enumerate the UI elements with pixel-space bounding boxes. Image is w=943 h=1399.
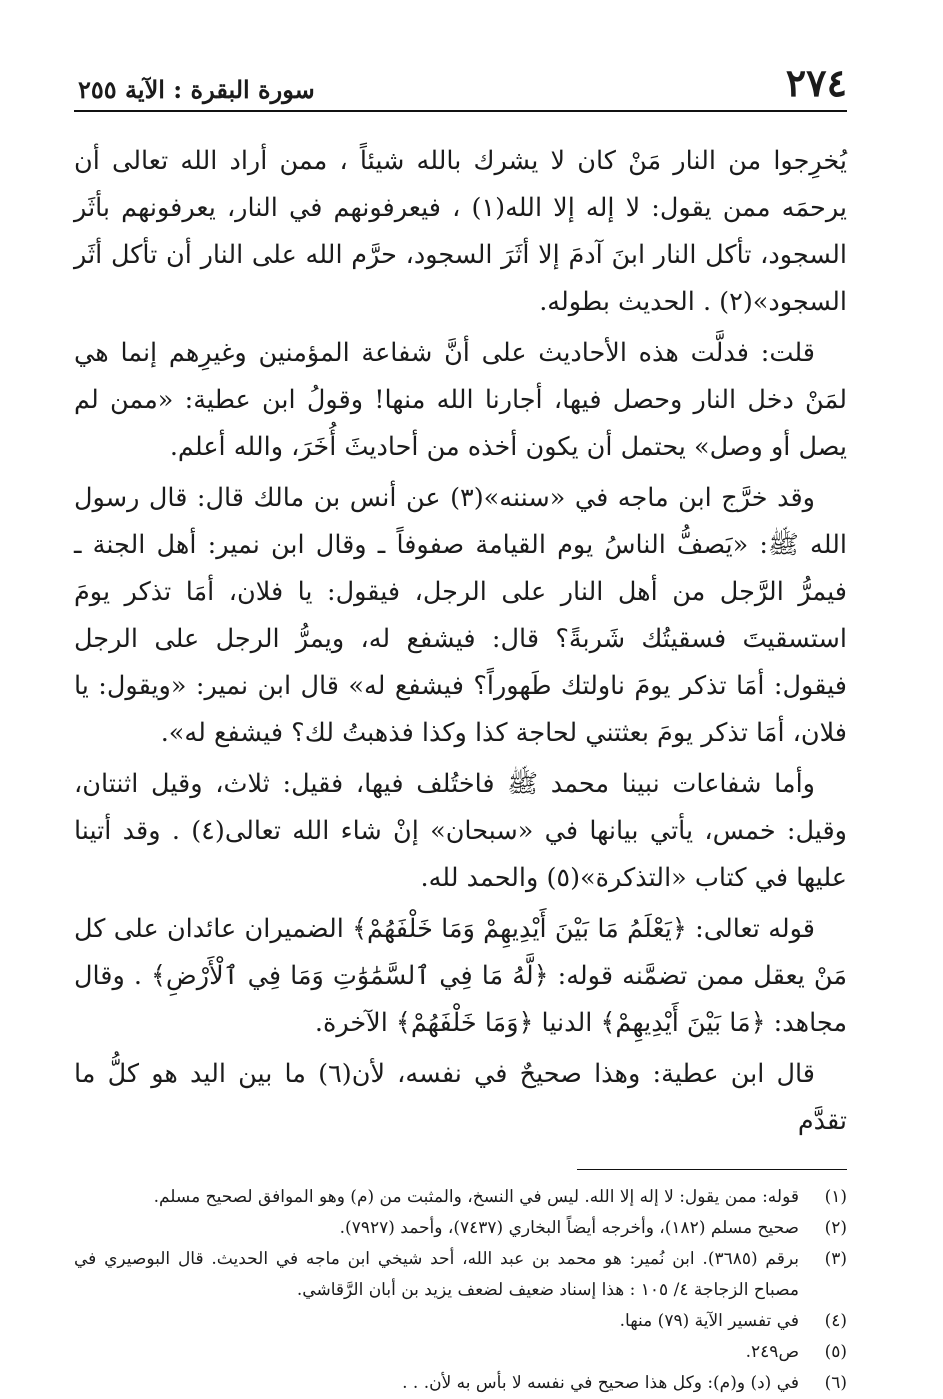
footnote xyxy=(74,1337,847,1368)
footnotes xyxy=(74,1182,847,1399)
footnote-number: (١) xyxy=(824,1187,847,1207)
footnote-number: (٣) xyxy=(824,1249,847,1269)
footnote-number: (٤) xyxy=(824,1311,847,1331)
footnote xyxy=(74,1244,847,1306)
body-text xyxy=(74,138,847,1145)
paragraph: قلت: فدلَّت هذه الأحاديث على أنَّ شفاعة المؤمنين وغيرِهم إنما هي لمَنْ دخل النار وحصل فيها، أجارنا الله منها! وقولُ ابن عطية: «ممن لم يصل أو وصل» يحتمل أن يكون أخذه من أحاديثَ أُخَرَ، والله أعلم. xyxy=(74,338,847,462)
paragraph: وأما شفاعات نبينا محمد ﷺ فاختُلف فيها، فقيل: ثلاث، وقيل اثنتان، وقيل: خمس، يأتي بيانها في «سبحان» إنْ شاء الله تعالى(٤) . وقد أتينا عليها في كتاب «التذكرة»(٥) والحمد لله. xyxy=(74,769,847,893)
footnote xyxy=(74,1213,847,1244)
page-header xyxy=(74,0,847,112)
footnote-text: في تفسير الآية (٧٩) منها. xyxy=(619,1311,799,1331)
footnote-number: (٦) xyxy=(824,1373,847,1393)
footnote-number: (٥) xyxy=(824,1342,847,1362)
paragraph: قوله تعالى: ﴿يَعْلَمُ مَا بَيْنَ أَيْدِيهِمْ وَمَا خَلْفَهُمْ﴾ الضميران عائدان على كل مَنْ يعقل ممن تضمَّنه قوله: ﴿لَّهُ مَا فِي ٱلسَّمَٰوَٰتِ وَمَا فِي ٱلْأَرْضِ﴾ . وقال مجاهد: ﴿مَا بَيْنَ أَيْدِيهِمْ﴾ الدنيا ﴿وَمَا خَلْفَهُمْ﴾ الآخرة. xyxy=(74,914,847,1038)
paragraph: وقد خرَّج ابن ماجه في «سننه»(٣) عن أنس بن مالك قال: قال رسول الله ﷺ: «يَصفُّ الناسُ يوم القيامة صفوفاً ـ وقال ابن نمير: أهل الجنة ـ فيمرُّ الرَّجل من أهل النار على الرجل، فيقول: يا فلان، أمَا تذكر يومَ استسقيتَ فسقيتُك شَربةً؟ قال: فيشفع له، ويمرُّ الرجل على الرجل فيقول: أمَا تذكر يومَ ناولتك طَهوراً؟ فيشفع له» قال ابن نمير: «ويقول: يا فلان، أمَا تذكر يومَ بعثتني لحاجة كذا وكذا فذهبتُ لك؟ فيشفع له». xyxy=(74,483,847,748)
footnote-text: صحيح مسلم (١٨٢)، وأخرجه أيضاً البخاري (٧٤٣٧)، وأحمد (٧٩٢٧). xyxy=(339,1218,799,1238)
footnote-number: (٢) xyxy=(824,1218,847,1238)
paragraph: قال ابن عطية: وهذا صحيحٌ في نفسه، لأن(٦) ما بين اليد هو كلُّ ما تقدَّم xyxy=(74,1059,847,1136)
footnote xyxy=(74,1182,847,1213)
footnote-text: قوله: ممن يقول: لا إله إلا الله. ليس في النسخ، والمثبت من (م) وهو الموافق لصحيح مسلم. xyxy=(153,1187,799,1207)
footnote-divider xyxy=(577,1169,847,1170)
paragraph: يُخرِجوا من النار مَنْ كان لا يشرك بالله شيئاً ، ممن أراد الله تعالى أن يرحمَه ممن يقول: لا إله إلا الله(١) ، فيعرفونهم في النار، يعرفونهم بأثَر السجود، تأكل النار ابنَ آدمَ إلا أثَرَ السجود، حرَّم الله على النار أن تأكل أثَر السجود»(٢) . الحديث بطوله. xyxy=(74,146,847,317)
footnote-text: في (د) و(م): وكل هذا صحيح في نفسه لا بأس به لأن. . . xyxy=(402,1373,799,1393)
footnote-text: ص٢٤٩. xyxy=(745,1342,799,1362)
running-head: سورة البقرة : الآية ٢٥٥ xyxy=(78,75,315,104)
page-number: ٢٧٤ xyxy=(785,60,847,105)
footnote xyxy=(74,1368,847,1399)
footnote-text: برقم (٣٦٨٥). ابن نُمير: هو محمد بن عبد الله، أحد شيخي ابن ماجه في الحديث. قال البوصيري في مصباح الزجاجة ٤/ ١٠٥ : هذا إسناد ضعيف لضعف يزيد بن أبان الرَّقاشي. xyxy=(74,1249,799,1300)
footnote xyxy=(74,1306,847,1337)
